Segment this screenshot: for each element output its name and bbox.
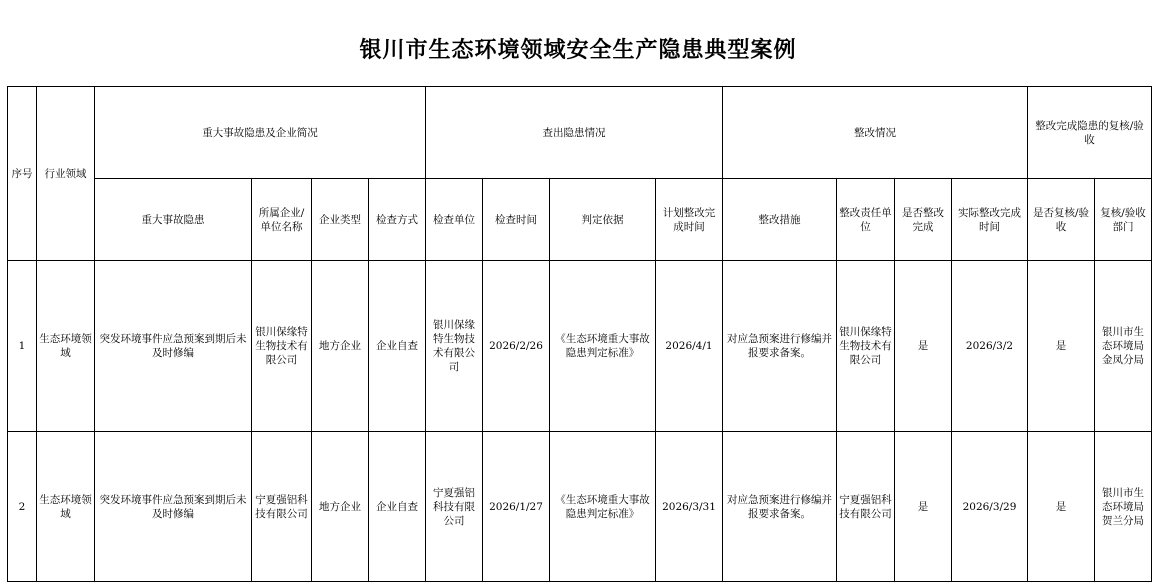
- header-plan-time: 计划整改完成时间: [656, 179, 723, 261]
- cell-check-unit: 宁夏强铝科技有限公司: [426, 432, 483, 582]
- header-hazard: 重大事故隐患: [95, 179, 252, 261]
- cell-actual-time: 2026/3/2: [952, 261, 1028, 432]
- table-row: [8, 261, 1152, 432]
- page-title: 银川市生态环境领域安全生产隐患典型案例: [359, 38, 797, 63]
- cell-check-time: 2026/1/27: [483, 432, 550, 582]
- header-company-type: 企业类型: [312, 179, 369, 261]
- cell-plan-time: 2026/4/1: [656, 261, 723, 432]
- cell-company: 宁夏强铝科技有限公司: [252, 432, 312, 582]
- cell-basis: 《生态环境重大事故隐患判定标准》: [550, 432, 656, 582]
- header-company: 所属企业/单位名称: [252, 179, 312, 261]
- cell-company: 银川保缘特生物技术有限公司: [252, 261, 312, 432]
- header-check-method: 检查方式: [369, 179, 426, 261]
- header-measures: 整改措施: [723, 179, 837, 261]
- hazard-cases-table: [7, 86, 1152, 582]
- cell-check-time: 2026/2/26: [483, 261, 550, 432]
- cell-resp-unit: 宁夏强铝科技有限公司: [837, 432, 895, 582]
- header-seq: 序号: [8, 87, 37, 261]
- cell-resp-unit: 银川保缘特生物技术有限公司: [837, 261, 895, 432]
- cell-measures: 对应急预案进行修编并报要求备案。: [723, 432, 837, 582]
- cell-reviewed: 是: [1028, 261, 1095, 432]
- header-basis: 判定依据: [550, 179, 656, 261]
- cell-company-type: 地方企业: [312, 432, 369, 582]
- cell-actual-time: 2026/3/29: [952, 432, 1028, 582]
- header-sub-row: [8, 179, 1152, 261]
- cell-check-method: 企业自查: [369, 261, 426, 432]
- header-group-found: 查出隐患情况: [426, 87, 723, 179]
- header-completed: 是否整改完成: [895, 179, 952, 261]
- table-row: [8, 432, 1152, 582]
- header-check-time: 检查时间: [483, 179, 550, 261]
- header-group-review: 整改完成隐患的复核/验收: [1028, 87, 1152, 179]
- cell-hazard: 突发环境事件应急预案到期后未及时修编: [95, 432, 252, 582]
- cell-check-method: 企业自查: [369, 432, 426, 582]
- cell-basis: 《生态环境重大事故隐患判定标准》: [550, 261, 656, 432]
- header-reviewed: 是否复核/验收: [1028, 179, 1095, 261]
- cell-seq: 2: [8, 432, 37, 582]
- cell-plan-time: 2026/3/31: [656, 432, 723, 582]
- cell-completed: 是: [895, 261, 952, 432]
- header-actual-time: 实际整改完成时间: [952, 179, 1028, 261]
- cell-hazard: 突发环境事件应急预案到期后未及时修编: [95, 261, 252, 432]
- header-check-unit: 检查单位: [426, 179, 483, 261]
- cell-industry: 生态环境领域: [37, 432, 95, 582]
- cell-completed: 是: [895, 432, 952, 582]
- cell-seq: 1: [8, 261, 37, 432]
- header-industry: 行业领域: [37, 87, 95, 261]
- header-group-rectify: 整改情况: [723, 87, 1028, 179]
- cell-measures: 对应急预案进行修编并报要求备案。: [723, 261, 837, 432]
- cell-review-dept: 银川市生态环境局贺兰分局: [1095, 432, 1152, 582]
- header-group-row: [8, 87, 1152, 179]
- cell-company-type: 地方企业: [312, 261, 369, 432]
- cell-check-unit: 银川保缘特生物技术有限公司: [426, 261, 483, 432]
- header-group-hazard: 重大事故隐患及企业简况: [95, 87, 426, 179]
- header-review-dept: 复核/验收部门: [1095, 179, 1152, 261]
- cell-review-dept: 银川市生态环境局金凤分局: [1095, 261, 1152, 432]
- header-resp-unit: 整改责任单位: [837, 179, 895, 261]
- cell-reviewed: 是: [1028, 432, 1095, 582]
- cell-industry: 生态环境领域: [37, 261, 95, 432]
